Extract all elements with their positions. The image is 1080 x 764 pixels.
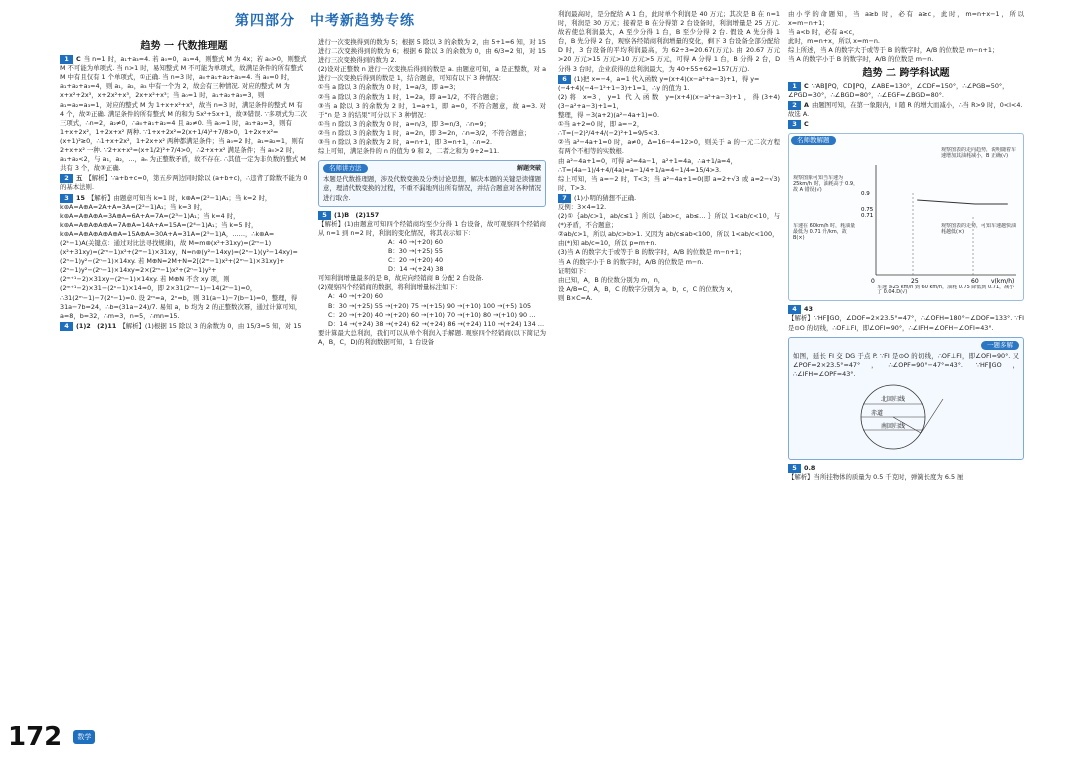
multi-solution-text: 如图，延长 FI 交 DG 于点 P. ∵FI 是⊙O 的切线，∴OF⊥FI，即∠OFI=90°. 又∠POF=2×23.5°=47°，∴∠OPF=90°−47°=43°. ∵HF∥GO，∴∠IFH=∠OPF=43°.: [793, 351, 1019, 378]
paragraph: 证明如下：: [558, 266, 590, 275]
column-1: [60, 38, 308, 728]
note-left-2: [793, 223, 859, 253]
question-1: [788, 82, 1024, 100]
answer: C: [804, 120, 809, 129]
solution-text: ∵AB∥PQ，CD∥PQ，∠ABE=130°，∠CDF=150°，∴∠PGB=50°，∠PGD=30°，∴∠BGD=80°，∴∠EGF=∠BGD=80°.: [788, 81, 1009, 99]
tangent-line: [921, 399, 943, 433]
question-number: 5: [318, 211, 331, 220]
note-right-1-text: 观察图表的走向趋势，说明随着车速增加其油耗减小，B 正确(√): [941, 147, 1017, 160]
row: C：20 →(+20) 40: [388, 256, 444, 265]
y-tick-071: 0.71: [861, 213, 874, 220]
method-box-tag: 名师讲方法: [323, 164, 368, 173]
method-box-right: 解题突破: [516, 165, 541, 173]
method-box-text: 本题是代数推理题，涉及代数变换及分类讨论思想，解决本题的关键是读懂题意，理清代数变换的过程，不重不漏地列出所有情况，并结合题意对各种情况进行取舍.: [323, 175, 541, 202]
question-1: [60, 55, 308, 173]
paragraph: ③当 n 除以 3 的余数为 2 时，a=n+1，即 3=n+1，∴n=2.: [318, 138, 493, 147]
multi-solution-tag: 一题多解: [981, 341, 1019, 350]
x-axis-label: v(km/h): [991, 278, 1015, 286]
paragraph: 当 a<b 时，必有 a<c，: [788, 28, 859, 37]
solution-text: (1)把 x=−4，a=1 代入函数 y=(x+4)(x−a²+a−3)+1，得 y=(−4+4)(−4−1²+1−3)+1=1，∴y 的值为 1.: [558, 74, 760, 92]
equator-label: 赤道: [871, 409, 884, 417]
paragraph: ①当 n 除以 3 的余数为 0 时，a=n/3，即 3=n/3，∴n=9；: [318, 119, 490, 128]
note-left-1-text: 观察图象可知当车速为 25km/h 时，油耗高于 0.9，故 A 错误(√): [793, 175, 859, 194]
note-left-2-text: 车速在 60km/h 时，耗油量最低为 0.71 升/km，故 B(×): [793, 223, 856, 242]
paragraph: 此时，m=n+x，所以 x=m−n.: [788, 37, 880, 46]
paragraph: ∴T=(−2)²/4+4/(−2)²+1=9/5<3.: [558, 129, 660, 138]
solution-text: (2)观察四个经销商的数据，将利润增量标注如下：: [318, 283, 462, 292]
globe-diagram: [793, 379, 993, 453]
paragraph: ②ab/c>1，所以 ab/c>b>1. 又因为 ab/c≤ab<100，所以 1<ab/c<100，: [558, 230, 779, 239]
question-3: [788, 120, 1024, 129]
x-tick-60: 60: [971, 278, 979, 286]
row: B：30 →(+25) 55: [388, 246, 443, 255]
paragraph: 进行一次变换得到的数为 5；根据 5 除以 3 的余数为 2，由 5+1=6 知，对 15 进行二次变换得到的数为 6；根据 6 除以 3 的余数为 0，由 6/3=2 知，对 15 进行三次变换得到的数为 2.: [318, 38, 546, 65]
question-number: 4: [60, 322, 73, 331]
note-right-2: [941, 223, 1019, 253]
solution-text: 【解析】由题意可知当 k=1 时，k⊛A=(2²−1)A₁；当 k=2 时，k⊛A=A⊕A=2A+A=3A=(2²−1)A₁；当 k=3 时，k⊛A=A⊕A⊕A=3A⊕A=6A+A=7A=(2³−1)A₁；当 k=4 时，k⊛A=A⊕A⊕A⊕A=7A⊕A=14A+A=15A=(2⁴−1)A₁；当 k=5 时，k⊛A=A⊕A⊕A⊕A⊕A=15A⊕A=30A+A=31A=(2⁵−1)A，……，∴k⊛A=(2ᵏ−1)A(关键点：通过对比法寻找规律)，故 M=m⊛(x²+31xy)=(2ᵐ−1)(x²+31xy)=(2ᵐ−1)x²+(2ᵐ−1)×31xy，N=n⊛(y²−14xy)=(2ⁿ−1)(y²−14xy)=(2ⁿ−1)y²−(2ⁿ−1)×14xy. 若 M⊕N=2M+N=2[(2ᵐ−1)x²+(2ᵐ−1)×31xy]+(2ⁿ−1)y²−(2ⁿ−1)×14xy=2×(2ᵐ−1)x²+(2ⁿ−1)y²+(2ᵐ⁺¹−2)×31xy−(2ⁿ−1)×14xy. 若 M⊕N 不含 xy 项，则(2ᵐ⁺¹−2)×31−(2ⁿ−1)×14=0，即 2×31(2ᵐ−1)−14(2ⁿ−1)=0，∴31(2ᵐ−1)−7(2ⁿ−1)=0. 设 2ᵐ=a，2ⁿ=b，则 31(a−1)−7(b−1)=0，整理，得 31a−7b=24，∴b=(31a−24)/7. 易知 a，b 均为 2 的正整数次幂，通过计算可知，a=8，b=32，∴m=3，n=5，∴mn=15.: [60, 193, 302, 320]
question-2: [60, 174, 308, 192]
answer: 0.8: [804, 464, 816, 473]
note-right-1: [941, 147, 1019, 177]
paragraph: ③当 a 除以 3 的余数为 2 时，1=a+1，即 a=0，不符合题意，故 a=3. 对于“n 是 3 的结果”可分以下 3 种情况：: [318, 101, 546, 119]
chart-tag: 名师教解题: [791, 136, 836, 145]
x-tick-25: 25: [911, 278, 919, 286]
column-3: [558, 10, 780, 700]
paragraph: 由小学的命题知，当 a≥b 时，必有 a≥c，此时，m=n+x−1，所以 x=m−n+1；: [788, 10, 1024, 28]
paragraph: ②当 a 除以 3 的余数为 1 时，1=2a，即 a=1/2，不符合题意；: [318, 92, 502, 101]
row: D：14 →(+24) 38: [388, 265, 444, 274]
answer: A: [804, 100, 809, 109]
paragraph: 当 A 的数字小于 B 的数字时，A/B 的位数是 m−n.: [788, 55, 934, 64]
footer: [8, 722, 95, 752]
paragraph: 由已知，A，B 的位数分别为 m，n，: [558, 275, 665, 284]
note-left-1: [793, 175, 859, 215]
solution-text: 由题图可知，在第一象限内，I 随 R 的增大而减小，∴当 R>9 时，0<I<4. 故选 A.: [788, 100, 1023, 118]
paragraph: 当 A 的数字小于 B 的数字时，A/B 的位数是 m−n.: [558, 257, 704, 266]
question-number: 2: [60, 174, 73, 183]
solution-text: 【解析】(1)根据 15 除以 3 的余数为 0，由 15/3=5 知，对 15: [119, 321, 302, 330]
answer: C: [804, 81, 809, 90]
question-5: [318, 211, 546, 347]
north-tropic-label: 北回归线: [881, 395, 906, 403]
answer: 15: [76, 193, 85, 202]
answer: (1)B (2)157: [334, 210, 380, 219]
row: A：40 →(+20) 60: [388, 237, 443, 246]
section-head-trend-2: 趋势 二 跨学科试题: [862, 67, 950, 79]
multi-solution-box: [788, 337, 1024, 460]
question-6: [558, 75, 780, 193]
answer: 43: [804, 305, 813, 314]
row: B：30 →(+25) 55 →(+20) 75 →(+15) 90 →(+10) 100 →(+5) 105: [328, 301, 532, 310]
solution-text: 【解析】∵a+b+c=0，第五步两边同时除以 (a+b+c)，∴违背了除数不能为 0 的基本法则.: [60, 174, 308, 192]
paragraph: 整理，得 −3(a+2)(a²−4a+1)=0.: [558, 111, 660, 120]
row: C：20 →(+20) 40 →(+20) 60 →(+10) 70 →(+10) 80 →(+10) 90 …: [328, 310, 536, 319]
column-2: [318, 38, 546, 728]
note-bottom-text: 车速 ≥25 km/h 到 60 km/h，油耗 0.75 降低到 0.71，减小了 0.04.D(√): [877, 285, 1015, 296]
question-number: 4: [788, 305, 801, 314]
question-7: [558, 194, 780, 303]
paragraph: (2)设对正整数 n 进行一次变换后得到的数是 a. 由题意可知，a 是正整数，对 a 进行一次变换后得到的数是 1，结合题意，可知有以下 3 种情况：: [318, 65, 546, 83]
question-number: 7: [558, 194, 571, 203]
method-box: [318, 160, 546, 206]
fuel-chart-box: [788, 133, 1024, 301]
question-3: [60, 194, 308, 321]
question-5: [788, 464, 1024, 482]
answer: C: [76, 55, 81, 64]
paragraph: ①当 a 除以 3 的余数为 0 时，1=a/3，即 a=3；: [318, 83, 460, 92]
question-2: [788, 101, 1024, 119]
paragraph: 由 a²−4a+1=0，可得 a²=4a−1，a²+1=4a，∴a+1/a=4，: [558, 156, 737, 165]
question-number: 1: [788, 82, 801, 91]
question-number: 1: [60, 55, 73, 64]
paragraph: ∴T=(4a−1)/4+4/(4a)=a−1/4+1/a=4−1/4=15/4>3.: [558, 165, 722, 174]
south-tropic-label: 南回归线: [881, 422, 906, 430]
solution-text: (1)小明的猜想不正确.: [574, 193, 637, 202]
solution-text: 当 n=1 时，a₁+a₃=4. 若 a₀=0，a₁=4，则整式 M 为 4x；若 a₀>0，则整式 M 不可能为单项式. 当 n>1 时，易知整式 M 不可能为单项式，故满足条件的所有整式 M 中有且仅有 1 个单项式，①正确. 当 n=3 时，a₀+a₁+a₂+a₃=4. 当 a₀=0 时，a₁+a₂+a₃=4，则 a₁，a₂，a₃ 中有一个为 2，故会有三种情况. 对应的整式 M 为 x+x²+2x³，x+2x²+x³，2x+x²+x³；当 a₀=1 时，a₁+a₂+a₃=3，则 a₁=a₂=a₃=1，对应的整式 M 为 1+x+x²+x³，故当 n=3 时，满足条件的整式 M 有 4 个，故②正确. 满足条件的所有整式 M 的和为 5x²+5x+1，故③错误. ∵多项式为二次三项式，∴n=2，a₂≠0，∴a₀+a₁+a₂=4 且 a₂≠0. 当 a₀=1 时，a₁+a₂=3，则有 1+x+2x²，1+2x+x² 两种. ∵1+x+2x²=2(x+1/4)²+7/8>0，1+2x+x²=(x+1)²≥0，∴1+x+2x²，1+2x+x² 两种都满足条件；当 a₀=2 时，a₁=a₂=1，则有 2+x+x² 一种. ∵2+x+x²=(x+1/2)²+7/4>0，∴2+x+x² 满足条件；当 a₀>2 时，a₁+a₂<2，与 a₁，a₂，…，aₙ 为正整数矛盾，故不存在. ∴其值一定为非负数的整式 M 共有 3 个，故③正确.: [60, 55, 307, 173]
question-number: 2: [788, 101, 801, 110]
page-number: 172: [8, 722, 63, 752]
row: D：14 →(+24) 38 →(+24) 62 →(+24) 86 →(+24) 110 →(+24) 134 …: [328, 319, 545, 328]
question-number: 5: [788, 464, 801, 473]
solution-text: 【解析】当所挂物体的质量为 0.5 千克时，弹簧长度为 6.5 厘: [788, 473, 964, 482]
section-head-trend-1: 趋势 一 代数推理题: [140, 41, 228, 52]
paragraph: ①当 a+2=0 时，即 a=−2，: [558, 120, 644, 129]
paragraph: 综上可知，满足条件的 n 的值为 9 和 2，二者之和为 9+2=11.: [318, 147, 500, 156]
paragraph: (2)①｛ab/c>1，ab/c≤1 ｝所以｛ab>c，ab≤… ｝所以 1<ab/c<10，与(*)矛盾，不合题意；: [558, 212, 780, 230]
answer: (1)2 (2)11: [76, 321, 117, 330]
footer-brand: 数学: [73, 730, 95, 744]
y-tick-09: 0.9: [861, 191, 870, 198]
paragraph: 由(*)知 ab/c=10，所以 p=m+n.: [558, 239, 657, 248]
column-4: [788, 10, 1024, 730]
paragraph: (3)当 A 的数字大于或等于 B 的数字时，A/B 的位数是 m−n+1；: [558, 248, 746, 257]
question-number: 3: [60, 194, 73, 203]
question-4: [60, 322, 308, 331]
paragraph: ②当 a²−4a+1=0 时，a≠0，Δ=16−4=12>0，则关于 a 的一元二次方程有两个不相等的实数根.: [558, 138, 780, 156]
row: A：40 →(+20) 60: [328, 292, 383, 301]
solution-text: 【解析】∵HF∥GO，∠DOF=2×23.5°=47°，∴∠OFH=180°−∠DOF=133°. ∵FI 是⊙O 的切线，∴OF⊥FI，即∠OFI=90°，∴∠IFH=∠OFH−∠OFI=43°.: [788, 314, 1024, 332]
paragraph: 综上可知，当 a=−2 时，T<3；当 a²−4a+1=0(即 a=2+√3 或 a=2−√3)时，T>3.: [558, 174, 780, 192]
paragraph: (2)将 x=3，y=1 代入函数 y=(x+4)(x−a²+a−3)+1，得(3+4)(3−a²+a−3)+1=1，: [558, 92, 780, 110]
question-number: 3: [788, 120, 801, 129]
paragraph: 利润最高时，是分配给 A 1 台，此时单个利润是 40 万元；其次是 B 在 n=1 时，利润是 30 万元；接着是 B 在分得第 2 台设备时，利润增量是 25 万元. 故若使总利润最大，A 至少分得 1 台，B 至少分得 2 台. 假设 A 先分得 1 台，B 先分得 2 台，观察各经销商利润增量的变化，剩下 3 台设备全部分配给 D 时，3 台设备的平均利润最高，为 62÷3≈20.67(万元). 由 20.67 万元>20 万元>15 万元>10 万元>5 万元，可得 A 分得 1 台，B 分得 2 台，D 分得 3 台时，企业获得的总利润最大，为 40+55+62=157(万元).: [558, 10, 780, 73]
paragraph: 则 B×C=A.: [558, 293, 593, 302]
solution-text: 要计算最大总利润，我们可以从单个利润入手解题. 观察四个经销商(以下简记为 A，B，C，D)的利润数据可知，1 台设备: [318, 328, 546, 346]
y-tick-075: 0.75: [861, 207, 874, 214]
origin-label: 0: [871, 278, 875, 286]
note-right-2-text: 观察图表的走势，可知车速越快油耗越低(×): [941, 223, 1017, 236]
fuel-consumption-chart: [791, 145, 1021, 295]
paragraph: 综上所述，当 A 的数字大于或等于 B 的数字时，A/B 的位数是 m−n+1；: [788, 46, 999, 55]
profit-table-1: [318, 238, 546, 274]
page-title: 第四部分 中考新趋势专练: [235, 13, 415, 29]
question-number: 6: [558, 75, 571, 84]
paragraph: 反例：3×4=12.: [558, 202, 607, 211]
solution-text: 【解析】(1)由题意可知四个经销商均至少分得 1 台设备，故可观察四个经销商从 n=1 到 n=2 时，利润的变化情况，将其表示如下：: [318, 219, 546, 237]
answer: 五: [76, 174, 83, 183]
note-bottom: [877, 285, 1017, 295]
profit-table-2: [318, 292, 546, 328]
solution-text: 可知利润增量最多的是 B，故应向经销商 B 分配 2 台设备.: [318, 274, 484, 283]
question-4: [788, 305, 1024, 332]
paragraph: 设 A/B=C，A，B，C 的数字分别为 a，b，c，C 的位数为 x，: [558, 284, 737, 293]
paragraph: ②当 n 除以 3 的余数为 1 时，a=2n，即 3=2n，∴n=3/2，不符合题意；: [318, 128, 531, 137]
